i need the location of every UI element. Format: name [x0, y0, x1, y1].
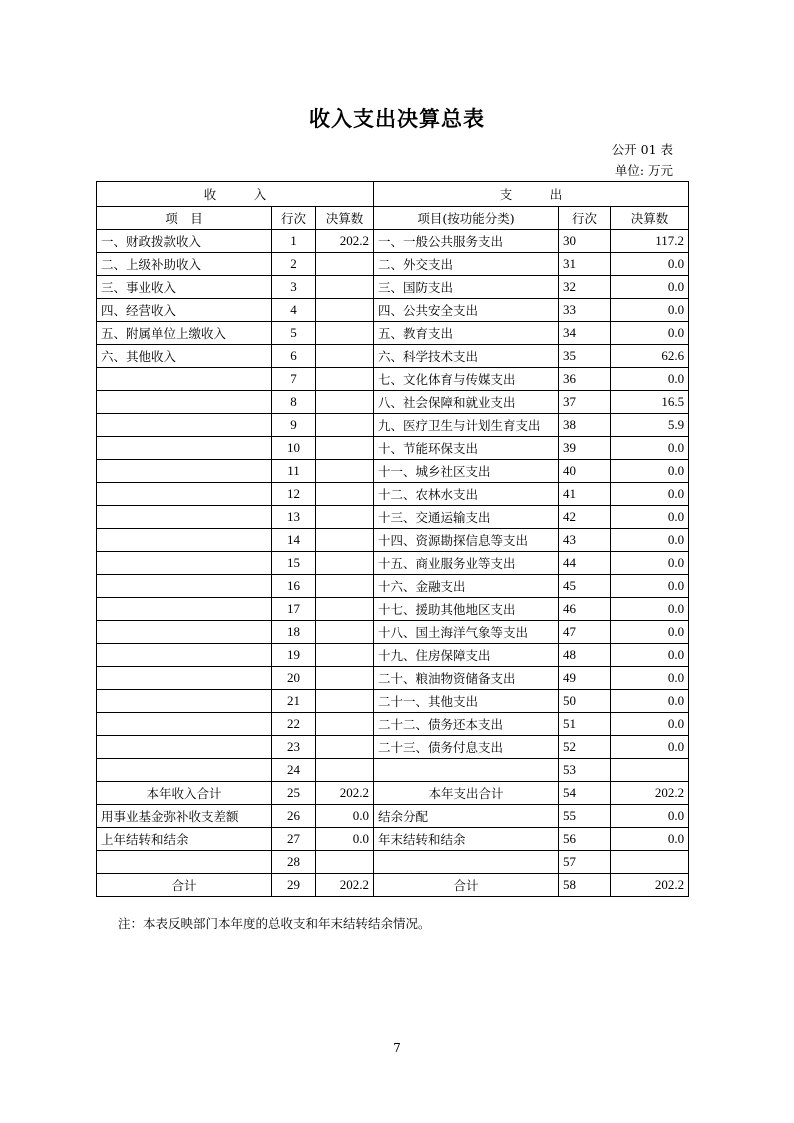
income-row-no-cell: 9	[272, 414, 316, 437]
summary-row	[97, 851, 689, 874]
income-amount-cell	[316, 644, 374, 667]
expense-item-cell: 十九、住房保障支出	[374, 644, 559, 667]
income-row-no-cell: 5	[272, 322, 316, 345]
expense-item-cell: 十六、金融支出	[374, 575, 559, 598]
table-row	[97, 414, 689, 437]
income-amount-cell	[316, 414, 374, 437]
expense-amount-cell: 0.0	[611, 483, 689, 506]
expense-amount-cell: 0.0	[611, 276, 689, 299]
expense-amount-cell: 202.2	[611, 782, 689, 805]
income-amount-cell	[316, 368, 374, 391]
income-item-cell	[97, 851, 272, 874]
expense-row-no-cell: 38	[559, 414, 611, 437]
income-row-no-cell: 18	[272, 621, 316, 644]
expense-amount-cell: 0.0	[611, 529, 689, 552]
table-row	[97, 391, 689, 414]
expense-item-cell: 七、文化体育与传媒支出	[374, 368, 559, 391]
income-row-no-cell: 11	[272, 460, 316, 483]
income-item-cell: 一、财政拨款收入	[97, 230, 272, 253]
expense-amount-cell: 0.0	[611, 322, 689, 345]
expense-item-cell: 十三、交通运输支出	[374, 506, 559, 529]
income-amount-cell	[316, 598, 374, 621]
income-section-header: 收 入	[97, 182, 374, 207]
expense-row-no-cell: 48	[559, 644, 611, 667]
income-row-no-cell: 21	[272, 690, 316, 713]
expense-row-no-cell: 33	[559, 299, 611, 322]
expense-row-no-cell: 51	[559, 713, 611, 736]
table-note: 注：本表反映部门本年度的总收支和年末结转结余情况。	[118, 916, 431, 931]
expense-amount-cell: 117.2	[611, 230, 689, 253]
expense-item-cell: 二十一、其他支出	[374, 690, 559, 713]
table-row	[97, 230, 689, 253]
income-item-cell	[97, 460, 272, 483]
income-row-no-cell: 10	[272, 437, 316, 460]
expense-row-no-cell: 55	[559, 805, 611, 828]
expense-amount-cell	[611, 851, 689, 874]
income-row-no-cell: 15	[272, 552, 316, 575]
expense-row-no-cell: 37	[559, 391, 611, 414]
expense-row-no-cell: 50	[559, 690, 611, 713]
expense-item-cell: 十七、援助其他地区支出	[374, 598, 559, 621]
income-amount-cell	[316, 621, 374, 644]
expense-amount-cell: 0.0	[611, 828, 689, 851]
income-amount-cell	[316, 276, 374, 299]
income-amount-cell	[316, 345, 374, 368]
expense-amount-cell: 0.0	[611, 437, 689, 460]
income-row-no-cell: 29	[272, 874, 316, 897]
expense-row-no-cell: 30	[559, 230, 611, 253]
table-row	[97, 253, 689, 276]
income-item-cell	[97, 414, 272, 437]
form-number: 公开 01 表	[611, 142, 673, 157]
expense-amount-cell: 0.0	[611, 805, 689, 828]
table-row	[97, 460, 689, 483]
income-item-cell	[97, 529, 272, 552]
table-row	[97, 598, 689, 621]
expense-amount-cell: 0.0	[611, 644, 689, 667]
table-row	[97, 506, 689, 529]
expense-row-no-cell: 46	[559, 598, 611, 621]
expense-item-cell: 二、外交支出	[374, 253, 559, 276]
income-amount-cell: 0.0	[316, 828, 374, 851]
income-amount-cell	[316, 437, 374, 460]
expense-row-no-cell: 43	[559, 529, 611, 552]
expense-row-no-cell: 53	[559, 759, 611, 782]
summary-row	[97, 782, 689, 805]
income-row-no-cell: 4	[272, 299, 316, 322]
income-item-cell	[97, 391, 272, 414]
expense-item-cell: 合计	[374, 874, 559, 897]
expense-row-no-cell: 34	[559, 322, 611, 345]
income-amount-cell	[316, 483, 374, 506]
income-amount-cell	[316, 851, 374, 874]
expense-item-cell: 年末结转和结余	[374, 828, 559, 851]
income-amount-cell	[316, 460, 374, 483]
expense-item-cell	[374, 759, 559, 782]
expense-row-no-cell: 47	[559, 621, 611, 644]
expense-row-no-cell: 32	[559, 276, 611, 299]
expense-item-cell: 二十三、债务付息支出	[374, 736, 559, 759]
table-row	[97, 736, 689, 759]
expense-section-header: 支 出	[374, 182, 689, 207]
expense-row-no-cell: 40	[559, 460, 611, 483]
income-row-no-cell: 28	[272, 851, 316, 874]
expense-item-cell: 一、一般公共服务支出	[374, 230, 559, 253]
income-item-cell	[97, 667, 272, 690]
income-item-cell	[97, 575, 272, 598]
table-row	[97, 299, 689, 322]
expense-item-header: 项目(按功能分类)	[374, 207, 559, 230]
expense-amount-cell: 0.0	[611, 736, 689, 759]
table-row	[97, 621, 689, 644]
expense-row-no-cell: 39	[559, 437, 611, 460]
income-amount-cell	[316, 690, 374, 713]
expense-item-cell: 五、教育支出	[374, 322, 559, 345]
expense-item-cell: 二十、粮油物资储备支出	[374, 667, 559, 690]
table-row	[97, 713, 689, 736]
table-row	[97, 552, 689, 575]
income-amount-cell: 202.2	[316, 782, 374, 805]
income-row-no-cell: 14	[272, 529, 316, 552]
unit-label: 单位: 万元	[614, 163, 673, 178]
income-item-cell	[97, 437, 272, 460]
income-amount-cell	[316, 552, 374, 575]
expense-item-cell: 三、国防支出	[374, 276, 559, 299]
summary-row	[97, 828, 689, 851]
section-header-row	[97, 182, 689, 207]
expense-amount-cell: 0.0	[611, 598, 689, 621]
income-amount-cell	[316, 667, 374, 690]
expense-item-cell: 本年支出合计	[374, 782, 559, 805]
expense-amount-cell: 5.9	[611, 414, 689, 437]
income-row-no-cell: 27	[272, 828, 316, 851]
expense-item-cell: 二十二、债务还本支出	[374, 713, 559, 736]
income-item-cell: 六、其他收入	[97, 345, 272, 368]
income-item-cell: 五、附属单位上缴收入	[97, 322, 272, 345]
income-row-no-cell: 26	[272, 805, 316, 828]
expense-amount-cell: 0.0	[611, 575, 689, 598]
income-row-no-cell: 3	[272, 276, 316, 299]
expense-row-no-cell: 44	[559, 552, 611, 575]
page-number: 7	[393, 1041, 401, 1055]
table-row	[97, 437, 689, 460]
table-row	[97, 276, 689, 299]
income-row-no-cell: 1	[272, 230, 316, 253]
expense-amount-cell	[611, 759, 689, 782]
income-amount-cell	[316, 299, 374, 322]
income-item-cell	[97, 552, 272, 575]
expense-row-no-cell: 31	[559, 253, 611, 276]
summary-row	[97, 874, 689, 897]
expense-item-cell: 十一、城乡社区支出	[374, 460, 559, 483]
expense-amount-cell: 16.5	[611, 391, 689, 414]
expense-row-no-cell: 57	[559, 851, 611, 874]
income-amount-cell: 202.2	[316, 874, 374, 897]
expense-amount-cell: 0.0	[611, 460, 689, 483]
table-row	[97, 483, 689, 506]
expense-row-no-cell: 49	[559, 667, 611, 690]
income-amount-cell	[316, 736, 374, 759]
expense-row-no-cell: 54	[559, 782, 611, 805]
expense-amount-cell: 0.0	[611, 667, 689, 690]
income-row-no-cell: 8	[272, 391, 316, 414]
income-row-no-cell: 24	[272, 759, 316, 782]
table-row	[97, 322, 689, 345]
table-row	[97, 345, 689, 368]
expense-amount-cell: 0.0	[611, 253, 689, 276]
expense-amount-cell: 0.0	[611, 621, 689, 644]
summary-row	[97, 805, 689, 828]
expense-item-cell: 结余分配	[374, 805, 559, 828]
expense-item-cell	[374, 851, 559, 874]
expense-row-no-cell: 45	[559, 575, 611, 598]
table-row	[97, 690, 689, 713]
income-item-cell: 合计	[97, 874, 272, 897]
expense-item-cell: 十四、资源勘探信息等支出	[374, 529, 559, 552]
expense-amount-cell: 202.2	[611, 874, 689, 897]
expense-amount-header: 决算数	[611, 207, 689, 230]
expense-item-cell: 八、社会保障和就业支出	[374, 391, 559, 414]
expense-item-cell: 四、公共安全支出	[374, 299, 559, 322]
income-item-cell: 用事业基金弥补收支差额	[97, 805, 272, 828]
page-title: 收入支出决算总表	[309, 107, 485, 131]
table-row	[97, 759, 689, 782]
income-row-no-cell: 7	[272, 368, 316, 391]
expense-item-cell: 六、科学技术支出	[374, 345, 559, 368]
income-row-no-header: 行次	[272, 207, 316, 230]
expense-amount-cell: 0.0	[611, 713, 689, 736]
income-row-no-cell: 12	[272, 483, 316, 506]
income-row-no-cell: 25	[272, 782, 316, 805]
income-item-cell	[97, 644, 272, 667]
column-header-row	[97, 207, 689, 230]
expense-row-no-cell: 41	[559, 483, 611, 506]
expense-amount-cell: 0.0	[611, 299, 689, 322]
table-row	[97, 368, 689, 391]
income-amount-cell	[316, 506, 374, 529]
income-item-cell: 本年收入合计	[97, 782, 272, 805]
expense-item-cell: 十五、商业服务业等支出	[374, 552, 559, 575]
expense-row-no-header: 行次	[559, 207, 611, 230]
income-amount-cell	[316, 322, 374, 345]
income-item-cell	[97, 621, 272, 644]
income-amount-header: 决算数	[316, 207, 374, 230]
income-item-cell: 二、上级补助收入	[97, 253, 272, 276]
income-amount-cell	[316, 391, 374, 414]
income-row-no-cell: 20	[272, 667, 316, 690]
income-item-header: 项 目	[97, 207, 272, 230]
table-row	[97, 575, 689, 598]
income-row-no-cell: 2	[272, 253, 316, 276]
income-row-no-cell: 6	[272, 345, 316, 368]
expense-row-no-cell: 52	[559, 736, 611, 759]
income-row-no-cell: 19	[272, 644, 316, 667]
expense-item-cell: 九、医疗卫生与计划生育支出	[374, 414, 559, 437]
income-item-cell	[97, 368, 272, 391]
income-row-no-cell: 17	[272, 598, 316, 621]
expense-row-no-cell: 42	[559, 506, 611, 529]
income-amount-cell	[316, 713, 374, 736]
income-amount-cell: 202.2	[316, 230, 374, 253]
table-row	[97, 667, 689, 690]
expense-row-no-cell: 56	[559, 828, 611, 851]
income-item-cell	[97, 506, 272, 529]
income-item-cell	[97, 736, 272, 759]
expense-amount-cell: 0.0	[611, 690, 689, 713]
income-row-no-cell: 23	[272, 736, 316, 759]
income-item-cell: 上年结转和结余	[97, 828, 272, 851]
income-row-no-cell: 22	[272, 713, 316, 736]
income-item-cell	[97, 690, 272, 713]
table-row	[97, 644, 689, 667]
income-amount-cell: 0.0	[316, 805, 374, 828]
expense-item-cell: 十、节能环保支出	[374, 437, 559, 460]
expense-item-cell: 十二、农林水支出	[374, 483, 559, 506]
income-amount-cell	[316, 529, 374, 552]
income-item-cell	[97, 713, 272, 736]
expense-amount-cell: 0.0	[611, 368, 689, 391]
income-item-cell	[97, 483, 272, 506]
expense-row-no-cell: 36	[559, 368, 611, 391]
expense-amount-cell: 0.0	[611, 552, 689, 575]
income-item-cell: 四、经营收入	[97, 299, 272, 322]
table-body	[97, 230, 689, 897]
income-amount-cell	[316, 759, 374, 782]
income-expense-table	[96, 181, 689, 897]
income-row-no-cell: 16	[272, 575, 316, 598]
expense-amount-cell: 62.6	[611, 345, 689, 368]
income-item-cell	[97, 598, 272, 621]
income-item-cell: 三、事业收入	[97, 276, 272, 299]
income-amount-cell	[316, 575, 374, 598]
table-row	[97, 529, 689, 552]
expense-row-no-cell: 35	[559, 345, 611, 368]
income-row-no-cell: 13	[272, 506, 316, 529]
expense-item-cell: 十八、国土海洋气象等支出	[374, 621, 559, 644]
expense-amount-cell: 0.0	[611, 506, 689, 529]
expense-row-no-cell: 58	[559, 874, 611, 897]
income-amount-cell	[316, 253, 374, 276]
income-item-cell	[97, 759, 272, 782]
